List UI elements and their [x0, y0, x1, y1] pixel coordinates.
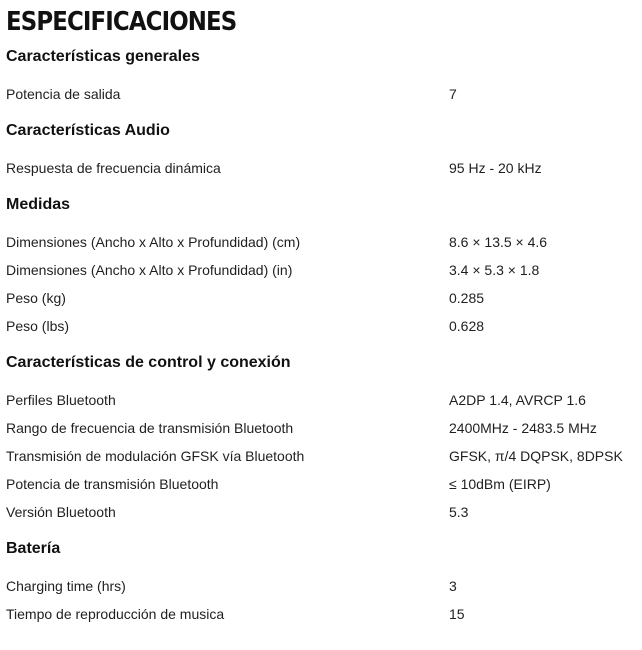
spec-value: 15	[449, 606, 465, 622]
section-heading: Características Audio	[6, 122, 170, 139]
spec-row	[6, 600, 642, 628]
spec-row	[6, 154, 642, 182]
spec-value: ≤ 10dBm (EIRP)	[449, 476, 551, 492]
spec-list	[6, 70, 642, 118]
spec-value: 2400MHz - 2483.5 MHz	[449, 420, 597, 436]
spec-row	[6, 284, 642, 312]
spec-value: 5.3	[449, 504, 469, 520]
section-heading: Batería	[6, 540, 61, 557]
spec-row	[6, 572, 642, 600]
spec-label: Peso (lbs)	[6, 318, 70, 334]
spec-row	[6, 312, 642, 340]
section-connectivity	[6, 350, 642, 536]
spec-row	[6, 498, 642, 526]
spec-row	[6, 256, 642, 284]
section-dimensions	[6, 192, 642, 350]
spec-label: Charging time (hrs)	[6, 578, 126, 594]
spec-label: Dimensiones (Ancho x Alto x Profundidad) (cm)	[6, 234, 301, 250]
spec-value: A2DP 1.4, AVRCP 1.6	[449, 392, 586, 408]
spec-value: 0.285	[449, 290, 485, 306]
spec-value: 95 Hz - 20 kHz	[449, 160, 542, 176]
section-heading: Características generales	[6, 48, 200, 65]
spec-row	[6, 228, 642, 256]
spec-label: Rango de frecuencia de transmisión Bluetooth	[6, 420, 294, 436]
spec-list	[6, 144, 642, 192]
spec-row	[6, 414, 642, 442]
section-general	[6, 44, 642, 118]
spec-row	[6, 470, 642, 498]
spec-label: Transmisión de modulación GFSK vía Bluetooth	[6, 448, 305, 464]
spec-value: 7	[449, 86, 457, 102]
spec-label: Respuesta de frecuencia dinámica	[6, 160, 221, 176]
spec-value: 3	[449, 578, 457, 594]
spec-row	[6, 386, 642, 414]
section-audio	[6, 118, 642, 192]
spec-label: Perfiles Bluetooth	[6, 392, 116, 408]
spec-label: Versión Bluetooth	[6, 504, 116, 520]
spec-row	[6, 442, 642, 470]
spec-value: GFSK, π/4 DQPSK, 8DPSK	[449, 448, 623, 464]
section-battery	[6, 536, 642, 638]
section-heading: Medidas	[6, 196, 71, 213]
section-heading: Características de control y conexión	[6, 354, 291, 371]
spec-label: Potencia de transmisión Bluetooth	[6, 476, 219, 492]
spec-value: 0.628	[449, 318, 485, 334]
page-title: ESPECIFICACIONES	[6, 7, 237, 37]
spec-value: 3.4 × 5.3 × 1.8	[449, 262, 540, 278]
spec-label: Tiempo de reproducción de musica	[6, 606, 225, 622]
spec-value: 8.6 × 13.5 × 4.6	[449, 234, 548, 250]
spec-list	[6, 562, 642, 638]
spec-label: Potencia de salida	[6, 86, 121, 102]
spec-label: Dimensiones (Ancho x Alto x Profundidad) (in)	[6, 262, 293, 278]
spec-row	[6, 80, 642, 108]
spec-list	[6, 376, 642, 536]
spec-list	[6, 218, 642, 350]
spec-label: Peso (kg)	[6, 290, 66, 306]
